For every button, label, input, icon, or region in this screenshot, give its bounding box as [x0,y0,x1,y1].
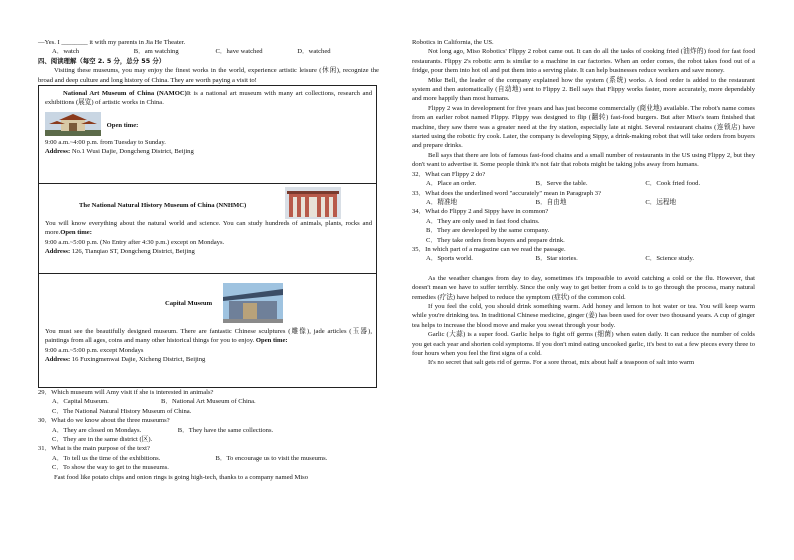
capital-museum-photo [223,283,283,326]
q32-stem: 32．What can Flippy 2 do? [412,170,486,178]
address: 16 Fuxingmenwai Dajie, Xicheng District, Beijing [71,356,206,364]
address-label: Address: [45,356,71,364]
passage-paragraph: As the weather changes from day to day, sometimes it's impossible to avoid catching a cold or the flu. However, that doesn't mean we have to suffer terribly. Since the only way to get better from a cold is to go through the process, many natural remedies (疗法) have helped to reduce the symptom (症状) of the common cold. [412,274,755,301]
option[interactable]: D．watched [297,48,331,56]
option[interactable]: A．Place an order. [426,180,477,188]
passage-paragraph: It's no secret that salt gets rid of germs. For a sore throat, mix about half a teaspoon of salt into warm [428,359,695,367]
q32-options [412,179,755,188]
q28-stem: —Yes. I ________ it with my parents in Jia He Theater. [38,39,186,46]
namoc-building-photo [45,112,101,139]
q33-options [412,198,755,207]
option[interactable]: B．Star stories. [535,255,578,263]
option[interactable]: A．精准地 [426,198,458,206]
option[interactable]: B．am watching [133,48,179,56]
museum-desc: You must see the beautifully designed museum. There are fantastic Chinese sculptures (雕像), jade articles (玉器), paintings from all ages, coins and many other historical things for you to enjoy. [45,328,372,345]
passage-line: Robotics in California, the US. [412,39,494,46]
passage-paragraph: Bell says that there are lots of famous fast-food chains and a small number of restaurants in the US using Flippy 2, but they don't want to advertise it. Some people think it's not fair that robots might be taking jobs away from humans. [412,151,755,169]
museum-table [38,85,377,388]
option[interactable]: C．They take orders from buyers and prepare drink. [426,236,565,244]
passage-paragraph: Flippy 2 was in development for five years and has just become commercially (商业地) available. The robot's name comes from an earlier robot named Flippy. Flippy was designed to flip (翻转) fast-food burgers. But after Miso's team finished that machine, they saw there was a greater need at the fry station, especially late at night. Several restaurant chains (连锁店) have started using the robotic fry cook. Later, the company is developing Sippy, a drink-making robot that will take orders from buyers and prepare drinks. [412,104,755,150]
q30-options [38,426,379,435]
option[interactable]: B．They are developed by the same company. [426,227,550,235]
museum-desc: It is a national art museum with many art collections, research and exhibitions (展览) of artistic works in China. [45,90,373,107]
q29-stem: 29．Which museum will Amy visit if she is interested in animals? [38,389,214,397]
address-label: Address: [45,148,71,156]
nnhmc-building-photo [285,187,341,222]
option[interactable]: B．自由地 [535,198,567,206]
q34-stem: 34．What do Flippy 2 and Sippy have in common? [412,208,549,216]
option[interactable]: B．Serve the table. [535,180,588,188]
passage-paragraph: Garlic (大蒜) is a super food. Garlic helps to fight off germs (细菌) when eaten daily. It can reduce the number of colds you get each year and shorten cold symptoms. If you don't mind eating uncooked garlic, it's best to eat a few pieces every three to four hours when you feel the first signs of a cold. [412,331,755,357]
option[interactable]: C．Cook fried food. [645,180,701,188]
museum-nnhmc [39,184,376,274]
museum-desc: You will know everything about the natural world and science. You can study hundreds of animals, plants, rocks and more. [45,220,372,237]
museum-capital [39,274,376,387]
option[interactable]: C．Science study. [645,255,694,263]
open-time-label: Open time: [60,229,92,237]
open-time-label: Open time: [255,337,288,345]
option[interactable]: A．To tell us the time of the exhibitions. [52,454,161,462]
option[interactable]: C．They are in the same district (区). [52,436,153,444]
open-time: 9:00 a.m.~5:00 p.m. (No Entry after 4:30 p.m.) except on Mondays. [45,238,225,246]
open-time: 9:00 a.m.~4:00 p.m. from Tuesday to Sunday. [45,138,166,146]
q35-options [412,254,755,263]
left-column [38,38,379,482]
q30-stem: 30．What do we know about the three museums? [38,417,170,425]
reading-intro: Visiting these museums, you may enjoy the finest works in the world, experience artistic leisure (休闲), recognize the broad and deep culture and long history of China. They are worth paying a visit to! [38,67,379,84]
option[interactable]: C．The National Natural History Museum of China. [52,407,192,415]
open-time-label: Open time: [106,122,139,130]
address-label: Address: [45,248,71,256]
address: 126, Tianqiao ST, Dongcheng District, Beijing [71,248,195,256]
option[interactable]: A．They are closed on Mondays. [52,426,142,434]
q31-options [38,454,379,463]
q28-options [38,47,379,56]
right-column [412,38,755,368]
museum-title: National Art Museum of China (NAMOC) [63,90,187,98]
option[interactable]: C．远程地 [645,198,677,206]
option[interactable]: A．Capital Museum. [52,398,109,406]
address: No.1 Wusi Dajie, Dongcheng District, Beijing [71,148,194,156]
q31-stem: 31．What is the main purpose of the text? [38,445,150,453]
passage-paragraph: Mike Bell, the leader of the company explained how the system (系统) works. A food order is added to the restaurant system and then automatically (自动地) sent to Flippy 2. Bell says that Flippy works faster, more accurately, more dependably and more happily than most humans. [412,76,755,103]
open-time: 9:00 a.m.~5:00 p.m. except Mondays [45,346,144,354]
option[interactable]: B．National Art Museum of China. [161,398,256,406]
passage-paragraph: Not long ago, Miso Robotics' Flippy 2 robot came out. It can do all the tasks of cooking fried (油炸的) food for fast food restaurants. Flippy 2's robotic arm is similar to a machine in car factories. When an order comes, the robot takes food out of a fridge, pour them into hot oil and put them into a serving plate. It can help businesses reduce workers and save money. [412,48,755,75]
museum-title: Capital Museum [165,300,213,308]
museum-namoc [39,86,376,184]
q29-options [38,397,379,406]
option[interactable]: C．have watched [215,48,263,56]
option[interactable]: B．They have the same collections. [177,426,274,434]
option[interactable]: A．watch [52,48,80,56]
option[interactable]: B．To encourage us to visit the museums. [215,454,328,462]
option[interactable]: C．To show the way to get to the museums. [52,464,169,472]
passage-paragraph: If you feel the cold, you should drink something warm. Add honey and lemon to hot water or tea. You will keep warm while you're drinking tea. In traditional Chinese medicine, ginger (姜) has been used for over two thousand years. A cup of ginger tea helps to increase the blood move and make you sweat through your body. [412,302,755,329]
q35-stem: 35．In which part of a magazine can we read the passage. [412,245,566,253]
section-heading: 四、阅读理解（每空 2. 5 分，总分 55 分） [38,56,166,65]
option[interactable]: A．Sports world. [426,255,473,263]
passage-c-start: Fast food like potato chips and onion rings is going high-tech, thanks to a company named Miso [54,473,309,481]
q33-stem: 33．What does the underlined word "accurately" mean in Paragraph 3? [412,189,602,197]
museum-title: The National Natural History Museum of China (NNHMC) [79,202,247,210]
option[interactable]: A．They are only used in fast food chains. [426,217,540,225]
